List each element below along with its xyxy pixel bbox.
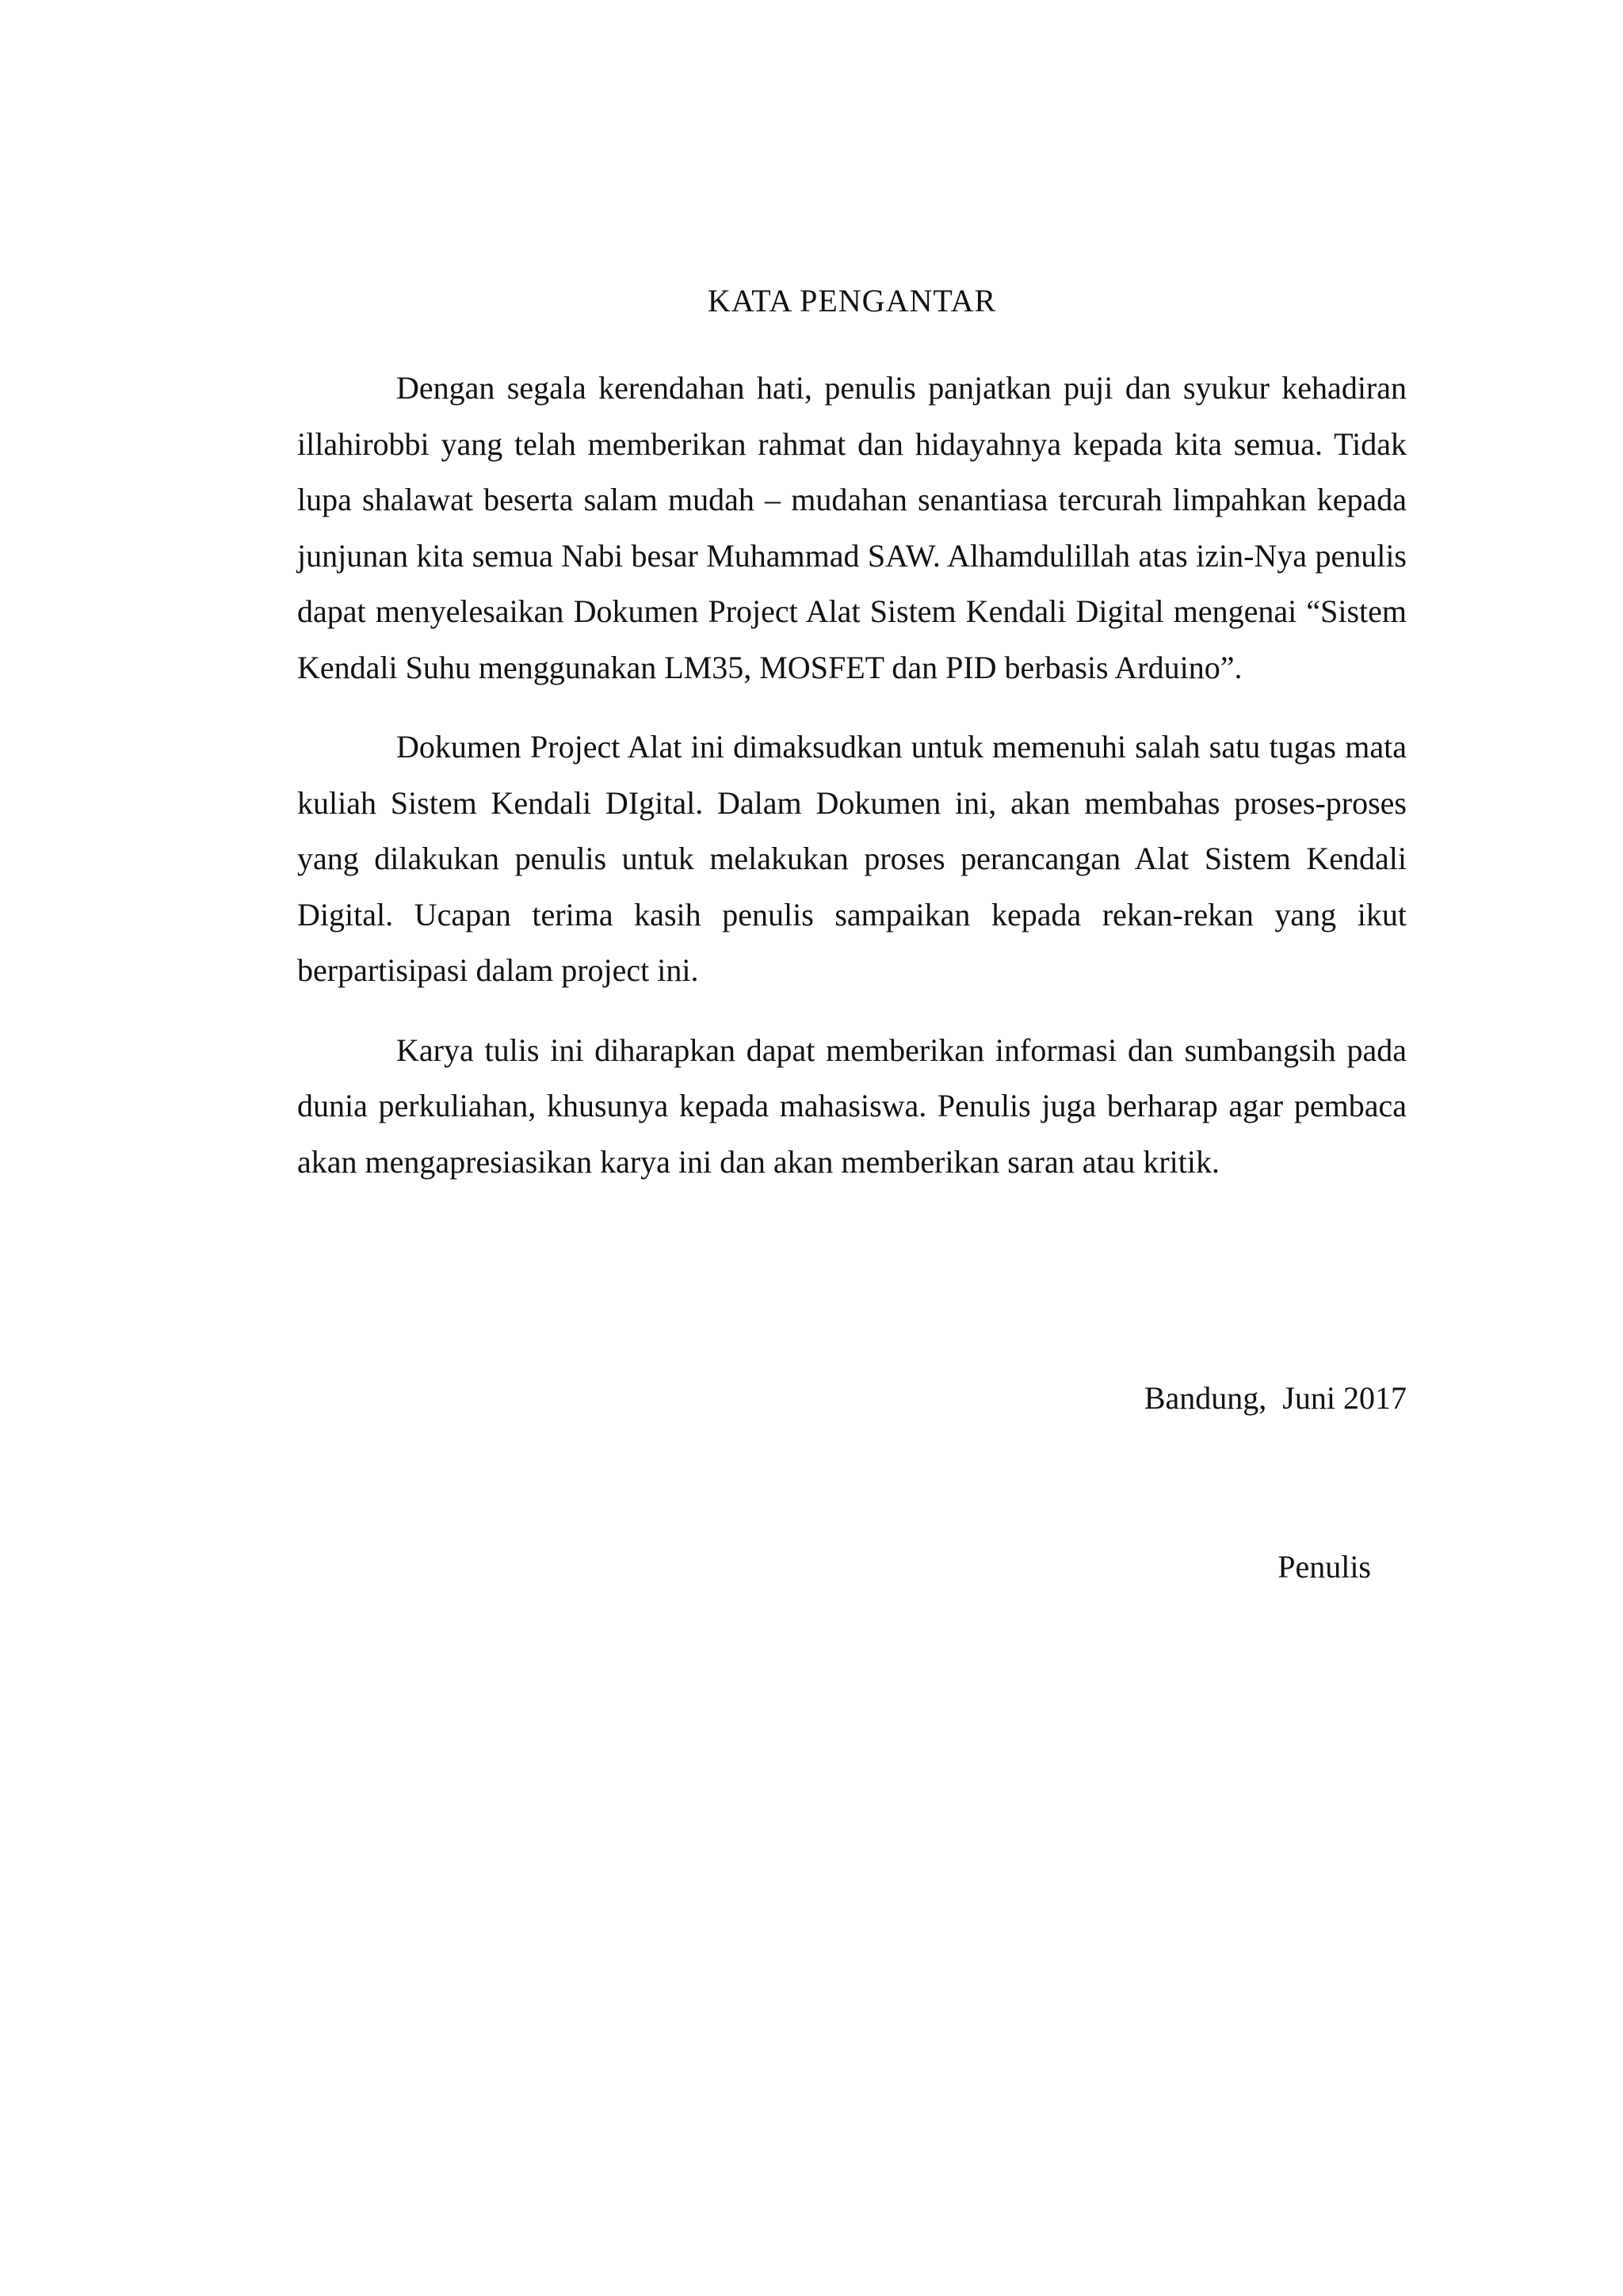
paragraph-2: Dokumen Project Alat ini dimaksudkan untuk memenuhi salah satu tugas mata kuliah Sistem Kendali DIgital. Dalam Dokumen ini, akan membahas proses-proses yang dilakukan penulis untuk melakukan proses perancangan Alat Sistem Kendali Digital. Ucapan terima kasih penulis sampaikan kepada rekan-rekan yang ikut berpartisipasi dalam project ini. — [297, 729, 1407, 988]
paragraph-3: Karya tulis ini diharapkan dapat memberikan informasi dan sumbangsih pada dunia perkuliahan, khusunya kepada mahasiswa. Penulis juga berharap agar pembaca akan mengapresiasikan karya ini dan akan memberikan saran atau kritik. — [297, 1032, 1407, 1180]
document-body — [297, 360, 1407, 1214]
paragraph-1: Dengan segala kerendahan hati, penulis panjatkan puji dan syukur kehadiran illahirobbi yang telah memberikan rahmat dan hidayahnya kepada kita semua. Tidak lupa shalawat beserta salam mudah – mudahan senantiasa tercurah limpahkan kepada junjunan kita semua Nabi besar Muhammad SAW. Alhamdulillah atas izin-Nya penulis dapat menyelesaikan Dokumen Project Alat Sistem Kendali Digital mengenai “Sistem Kendali Suhu menggunakan LM35, MOSFET dan PID berbasis Arduino”. — [297, 370, 1407, 685]
page-title: KATA PENGANTAR — [707, 283, 997, 318]
closing-place-date: Bandung, Juni 2017 — [1144, 1380, 1407, 1416]
closing-signature: Penulis — [1277, 1549, 1371, 1585]
